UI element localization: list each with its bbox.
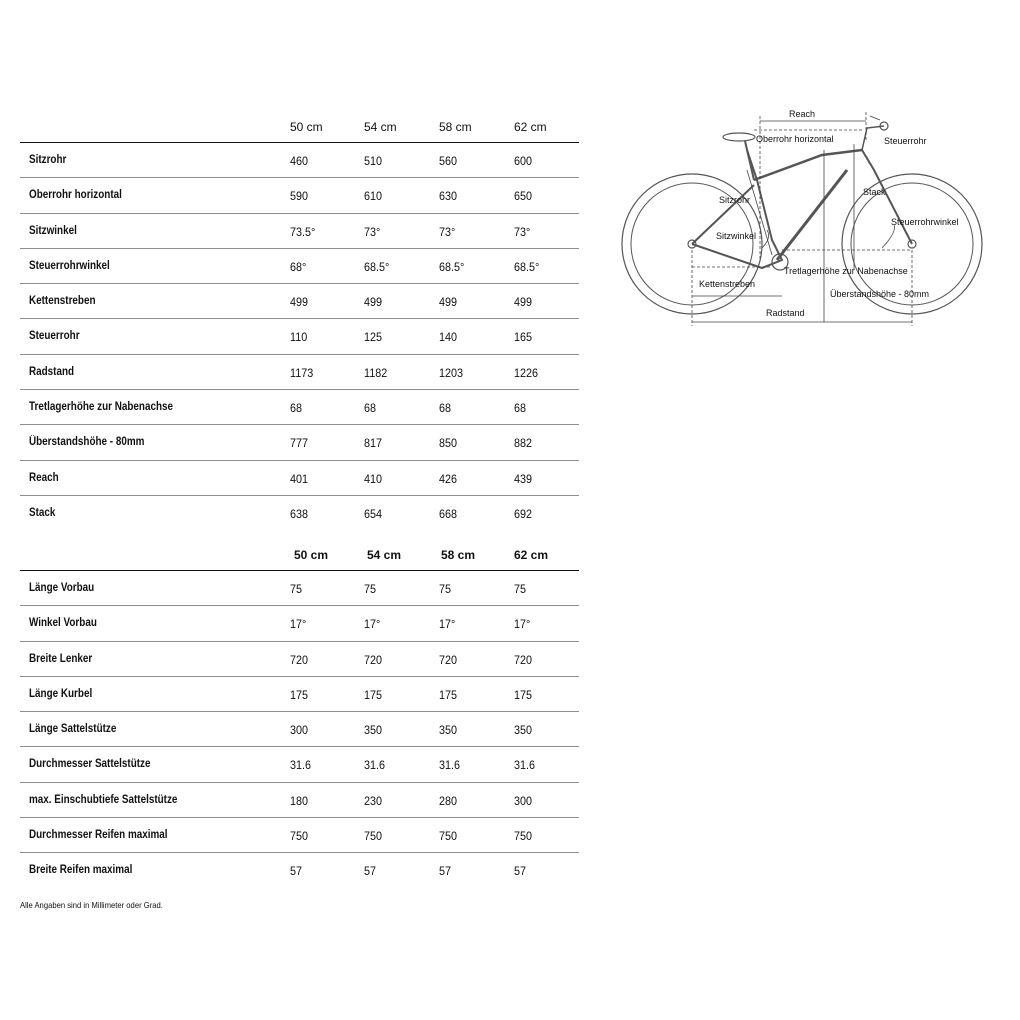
- size-header-50: 50 cm: [294, 548, 329, 562]
- geometry-table-header: [20, 108, 579, 142]
- row-value: 590: [290, 189, 309, 204]
- geometry-table: [20, 108, 579, 530]
- label-stack: Stack: [863, 187, 886, 197]
- row-value: 31.6: [439, 758, 461, 773]
- row-value: 31.6: [290, 758, 312, 773]
- row-value: 68°: [290, 259, 307, 274]
- table-row: [20, 355, 579, 390]
- table-row: [20, 712, 579, 747]
- bike-geometry-diagram: [612, 100, 992, 340]
- row-label: Radstand: [29, 365, 75, 378]
- table-row: [20, 642, 579, 677]
- row-value: 510: [364, 154, 383, 168]
- row-value: 73.5°: [290, 224, 316, 239]
- row-value: 600: [514, 154, 533, 168]
- row-value: 68: [364, 401, 377, 416]
- size-header-50: 50 cm: [290, 120, 323, 134]
- row-value: 165: [514, 330, 533, 345]
- row-label: Kettenstreben: [29, 295, 96, 308]
- row-value: 300: [290, 723, 309, 738]
- row-value: 68.5°: [514, 259, 540, 274]
- row-value: 410: [364, 471, 383, 486]
- row-value: 720: [514, 652, 533, 667]
- table-row: [20, 249, 579, 284]
- row-value: 750: [290, 829, 309, 844]
- diagram-labels: [699, 109, 959, 318]
- row-value: 650: [514, 189, 533, 204]
- row-value: 75: [514, 582, 527, 596]
- row-value: 68: [514, 401, 527, 416]
- row-label: Sitzwinkel: [29, 224, 77, 237]
- size-header-58: 58 cm: [439, 120, 472, 134]
- row-label: max. Einschubtiefe Sattelstütze: [29, 793, 178, 806]
- row-label: Länge Sattelstütze: [29, 723, 117, 736]
- stem-handlebar: [862, 126, 884, 150]
- row-value: 610: [364, 189, 383, 204]
- table-row: [20, 677, 579, 712]
- table-row: [20, 319, 579, 354]
- row-value: 17°: [364, 617, 381, 632]
- row-value: 426: [439, 471, 458, 486]
- table-row: [20, 178, 579, 213]
- row-label: Durchmesser Reifen maximal: [29, 829, 168, 842]
- row-value: 750: [364, 829, 383, 844]
- label-steuerrohr: Steuerrohr: [884, 136, 927, 146]
- row-value: 175: [514, 687, 533, 702]
- row-value: 68: [290, 401, 303, 416]
- row-value: 68.5°: [364, 259, 390, 274]
- label-sitzrohr: Sitzrohr: [719, 195, 751, 205]
- steuerrohr-pointer: [870, 116, 880, 120]
- steuerrohrwinkel-arc: [882, 225, 895, 248]
- row-value: 750: [514, 829, 533, 844]
- row-value: 125: [364, 330, 383, 345]
- table-row: [20, 390, 579, 425]
- row-label: Steuerrohr: [29, 330, 80, 343]
- row-value: 692: [514, 506, 533, 521]
- row-value: 75: [290, 582, 303, 596]
- table-row: [20, 747, 579, 782]
- footnote: Alle Angaben sind in Millimeter oder Grad.: [20, 900, 163, 910]
- row-value: 1226: [514, 365, 539, 380]
- table-row: [20, 425, 579, 460]
- row-value: 17°: [439, 617, 456, 632]
- table-row: [20, 214, 579, 249]
- row-value: 850: [439, 436, 458, 451]
- down-tube: [777, 170, 847, 260]
- size-header-62: 62 cm: [514, 120, 547, 134]
- row-value: 1173: [290, 365, 314, 380]
- row-label: Oberrohr horizontal: [29, 189, 122, 202]
- row-label: Durchmesser Sattelstütze: [29, 758, 151, 771]
- row-value: 73°: [514, 224, 531, 239]
- row-value: 57: [514, 864, 527, 879]
- row-label: Tretlagerhöhe zur Nabenachse: [29, 401, 174, 414]
- row-label: Reach: [29, 471, 59, 484]
- row-value: 280: [439, 793, 458, 808]
- row-value: 460: [290, 154, 309, 168]
- row-value: 439: [514, 471, 533, 486]
- row-label: Stack: [29, 506, 56, 519]
- row-value: 175: [364, 687, 383, 702]
- row-label: Überstandshöhe - 80mm: [29, 436, 145, 449]
- label-radstand: Radstand: [766, 308, 805, 318]
- row-value: 175: [290, 687, 309, 702]
- sitzrohr-line: [747, 170, 772, 255]
- table-row: [20, 461, 579, 496]
- row-label: Steuerrohrwinkel: [29, 259, 110, 272]
- row-value: 75: [439, 582, 452, 596]
- table-row: [20, 284, 579, 319]
- row-value: 350: [514, 723, 533, 738]
- row-value: 654: [364, 506, 383, 521]
- fork: [862, 150, 912, 244]
- label-steuerrohrwinkel: Steuerrohrwinkel: [891, 217, 959, 227]
- row-value: 17°: [514, 617, 531, 632]
- row-value: 57: [290, 864, 303, 879]
- table-row: [20, 853, 579, 887]
- row-label: Winkel Vorbau: [29, 617, 97, 630]
- label-sitzwinkel: Sitzwinkel: [716, 231, 757, 241]
- components-table: [20, 536, 579, 888]
- row-value: 57: [364, 864, 377, 879]
- row-value: 31.6: [514, 758, 536, 773]
- label-tretlager: Tretlagerhöhe zur Nabenachse: [784, 266, 908, 276]
- row-label: Länge Vorbau: [29, 582, 95, 594]
- row-value: 300: [514, 793, 533, 808]
- chainstay-seattube: [692, 150, 782, 268]
- saddle: [723, 133, 755, 141]
- table-row: [20, 496, 579, 530]
- components-table-header: [20, 536, 579, 570]
- row-value: 68: [439, 401, 452, 416]
- row-value: 1203: [439, 365, 464, 380]
- row-value: 560: [439, 154, 458, 168]
- size-header-54: 54 cm: [367, 548, 402, 562]
- row-value: 720: [364, 652, 383, 667]
- row-value: 110: [290, 330, 308, 345]
- row-label: Breite Lenker: [29, 652, 93, 665]
- row-value: 73°: [439, 224, 456, 239]
- label-ueberstand: Überstandshöhe - 80mm: [830, 289, 930, 299]
- row-label: Sitzrohr: [29, 154, 67, 166]
- label-kettenstreben: Kettenstreben: [699, 279, 756, 289]
- row-value: 638: [290, 506, 309, 521]
- table-row: [20, 783, 579, 818]
- size-header-54: 54 cm: [364, 120, 397, 134]
- label-oberrohr: Oberrohr horizontal: [756, 134, 834, 144]
- size-header-62: 62 cm: [514, 548, 549, 562]
- row-value: 401: [290, 471, 309, 486]
- row-value: 350: [439, 723, 458, 738]
- row-value: 750: [439, 829, 458, 844]
- top-tube: [754, 150, 862, 180]
- row-value: 68.5°: [439, 259, 465, 274]
- row-value: 140: [439, 330, 458, 345]
- table-row: [20, 606, 579, 641]
- row-value: 668: [439, 506, 458, 521]
- row-value: 180: [290, 793, 309, 808]
- row-label: Länge Kurbel: [29, 687, 93, 700]
- row-value: 630: [439, 189, 458, 204]
- row-value: 499: [439, 295, 458, 310]
- row-value: 720: [290, 652, 309, 667]
- table-row: [20, 143, 579, 178]
- row-value: 73°: [364, 224, 381, 239]
- row-value: 75: [364, 582, 377, 596]
- row-value: 230: [364, 793, 383, 808]
- row-label: Breite Reifen maximal: [29, 864, 133, 877]
- row-value: 882: [514, 436, 533, 451]
- table-row: [20, 818, 579, 853]
- row-value: 57: [439, 864, 452, 879]
- row-value: 175: [439, 687, 458, 702]
- row-value: 817: [364, 436, 383, 451]
- row-value: 1182: [364, 365, 388, 380]
- row-value: 17°: [290, 617, 307, 632]
- row-value: 350: [364, 723, 383, 738]
- row-value: 499: [290, 295, 309, 310]
- seatpost: [745, 141, 754, 180]
- row-value: 777: [290, 436, 309, 451]
- row-value: 720: [439, 652, 458, 667]
- row-value: 499: [514, 295, 533, 310]
- row-value: 31.6: [364, 758, 386, 773]
- row-value: 499: [364, 295, 383, 310]
- label-reach: Reach: [789, 109, 816, 119]
- table-row: [20, 571, 579, 606]
- size-header-58: 58 cm: [441, 548, 476, 562]
